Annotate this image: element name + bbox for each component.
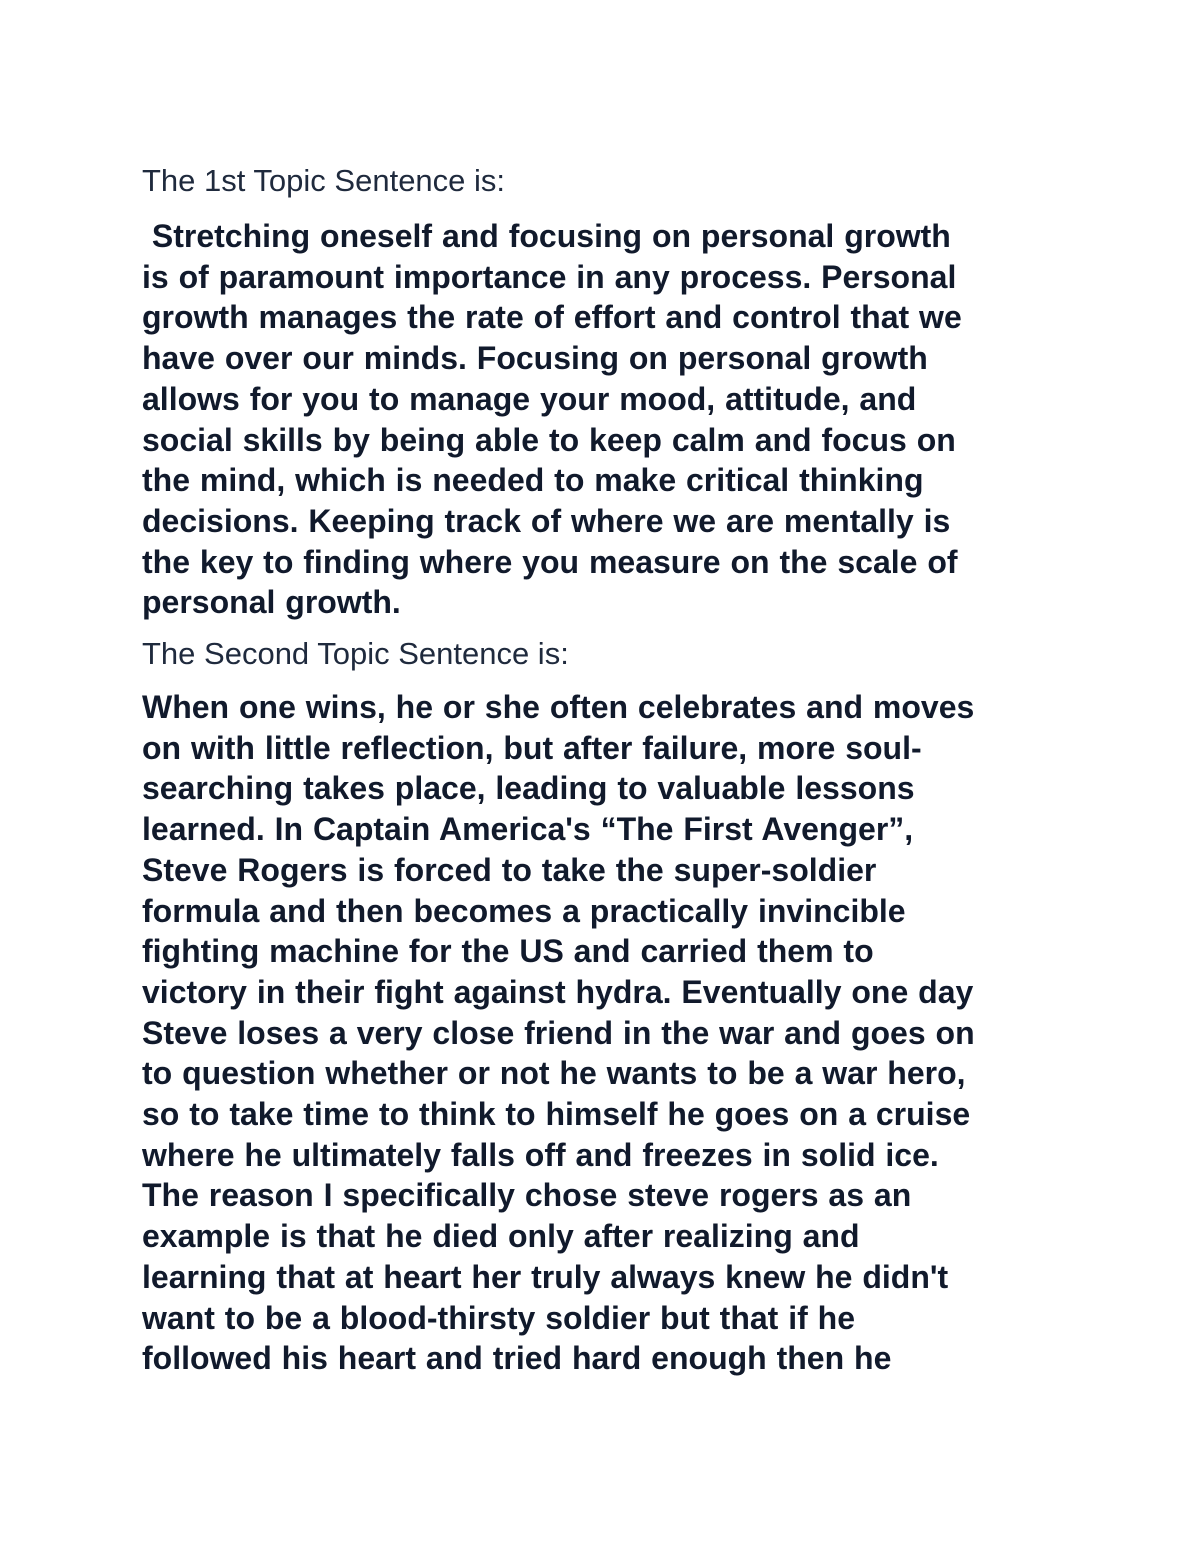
paragraph-line: Steve Rogers is forced to take the super-soldier [142,851,877,888]
paragraph-line: have over our minds. Focusing on personal growth [142,340,928,377]
paragraph-line: searching takes place, leading to valuable lessons [142,770,915,807]
paragraph-line: personal growth. [142,584,401,621]
document-body [142,160,1072,1379]
paragraph-line: When one wins, he or she often celebrates and moves [142,689,975,726]
paragraph-line: example is that he died only after realizing and [142,1218,860,1255]
paragraph-line: to question whether or not he wants to be a war hero, [142,1055,966,1092]
paragraph-line: The reason I specifically chose steve rogers as an [142,1177,912,1214]
paragraph-line: decisions. Keeping track of where we are mentally is [142,502,951,539]
paragraph-line: growth manages the rate of effort and control that we [142,299,962,336]
paragraph-line: so to take time to think to himself he goes on a cruise [142,1096,971,1133]
paragraph-line: fighting machine for the US and carried them to [142,933,874,970]
paragraph-line: formula and then becomes a practically invincible [142,892,906,929]
topic-paragraph-1 [142,216,1072,623]
paragraph-line: Stretching oneself and focusing on personal growth [142,218,951,254]
paragraph-line: want to be a blood-thirsty soldier but that if he [142,1299,855,1336]
paragraph-line: allows for you to manage your mood, attitude, and [142,380,917,417]
topic-heading-1: The 1st Topic Sentence is: [142,163,506,198]
paragraph-line: followed his heart and tried hard enough then he [142,1340,892,1377]
paragraph-line: learning that at heart her truly always knew he didn't [142,1258,949,1295]
paragraph-line: victory in their fight against hydra. Eventually one day [142,973,974,1010]
paragraph-line: is of paramount importance in any process. Personal [142,258,957,295]
paragraph-line: on with little reflection, but after failure, more soul- [142,729,922,766]
paragraph-line: the mind, which is needed to make critical thinking [142,462,924,499]
paragraph-line: Steve loses a very close friend in the war and goes on [142,1014,975,1051]
paragraph-line: learned. In Captain America's “The First Avenger”, [142,811,914,848]
paragraph-line: the key to finding where you measure on the scale of [142,543,958,580]
topic-heading-2: The Second Topic Sentence is: [142,636,569,672]
paragraph-line: social skills by being able to keep calm and focus on [142,421,956,458]
topic-paragraph-2 [142,687,1072,1379]
paragraph-line: where he ultimately falls off and freezes in solid ice. [142,1136,939,1173]
